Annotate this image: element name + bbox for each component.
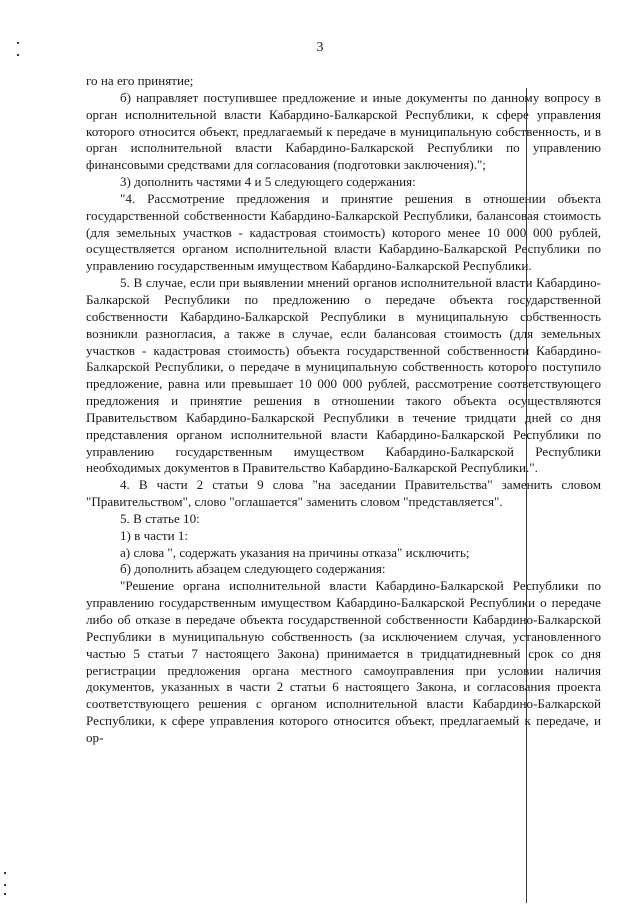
paragraph: а) слова ", содержать указания на причины отказа" исключить; [120, 544, 470, 560]
document-body [86, 73, 601, 747]
paragraph: б) направляет поступившее предложение и иные документы по данному вопросу в орган исполнительной власти Кабардино-Балкарской Республики, к сфере управления которого относится объект, предлагаемый к передаче в муниципальную собственность, и в орган исполнительной власти Кабардино-Балкарской Республики по управлению финансовыми средствами для согласования (подготовки заключения)."; [86, 89, 601, 173]
scan-artifact-dot [4, 884, 6, 886]
paragraph: 5. В статье 10: [120, 510, 200, 526]
paragraph: "Решение органа исполнительной власти Кабардино-Балкарской Республики по управлению государственным имуществом Кабардино-Балкарской Республики о передаче либо об отказе в передаче объекта государственной собственности Кабардино-Балкарской Республики в муниципальную собственность (за исключением случая, установленного частью 5 статьи 7 настоящего Закона) принимается в тридцатидневный срок со дня регистрации предложения органа местного самоуправления при условии наличия документов, указанных в части 2 статьи 6 настоящего Закона, и согласования проекта соответствующего решения с органом исполнительной власти Кабардино-Балкарской Республики, к сфере управления которого относится объект, предлагаемый к передаче, и ор- [86, 578, 601, 745]
paragraph: "4. Рассмотрение предложения и принятие решения в отношении объекта государственной собственности Кабардино-Балкарской Республики, балансовая стоимость (для земельных участков - кадастровая стоимость) которого менее 10 000 000 рублей, осуществляется органом исполнительной власти Кабардино-Балкарской Республики по управлению государственным имуществом Кабардино-Балкарской Республики. [86, 190, 601, 274]
paragraph: 4. В части 2 статьи 9 слова "на заседании Правительства" заменить словом "Правительством", слово "оглашается" заменить словом "представляется". [86, 477, 601, 510]
page-number: 3 [316, 40, 324, 55]
scan-artifact-dot [4, 893, 6, 895]
scan-artifact-dot [4, 872, 6, 874]
paragraph: 3) дополнить частями 4 и 5 следующего содержания: [120, 174, 416, 190]
paragraph: 1) в части 1: [120, 527, 189, 543]
paragraph: 5. В случае, если при выявлении мнений органов исполнительной власти Кабардино-Балкарской Республики по предложению о передаче объекта государственной собственности Кабардино-Балкарской Республики в муниципальную собственность возникли разногласия, а также в случае, если балансовая стоимость (для земельных участков - кадастровая стоимость) объекта государственной собственности Кабардино-Балкарской Республики, о передаче в муниципальную собственность которого поступило предложение, равна или превышает 10 000 000 рублей, рассмотрение соответствующего предложения и принятие решения в отношении такого объекта осуществляются Правительством Кабардино-Балкарской Республики в течение тридцати дней со дня представления органом исполнительной власти Кабардино-Балкарской Республики по управлению государственным имуществом Кабардино-Балкарской Республики необходимых документов в Правительство Кабардино-Балкарской Республики.". [86, 275, 601, 476]
paragraph: го на его принятие; [86, 73, 194, 88]
paragraph: б) дополнить абзацем следующего содержания: [120, 561, 386, 577]
